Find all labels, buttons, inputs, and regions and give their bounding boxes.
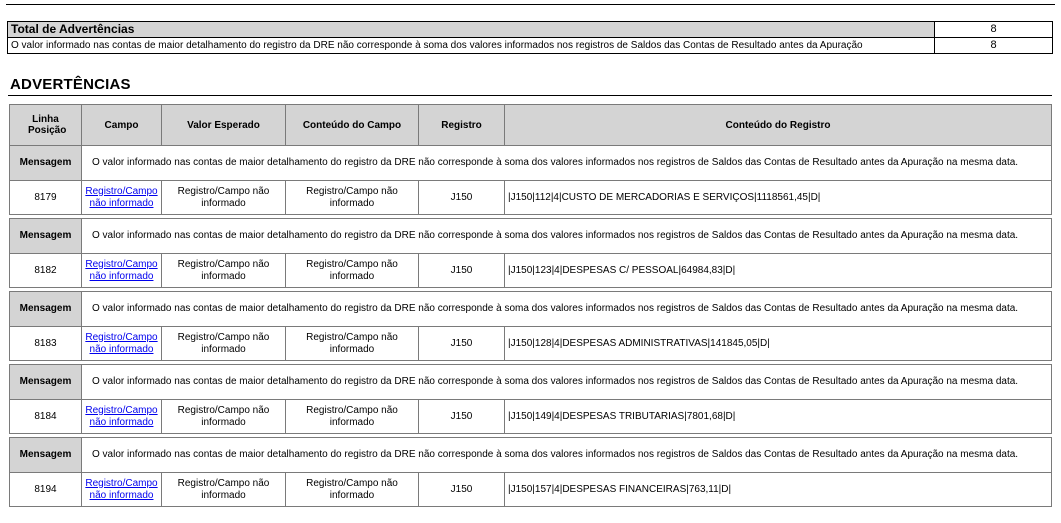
- table-row: [9, 254, 1052, 288]
- campo-link[interactable]: Registro/Campo não informado: [85, 477, 158, 501]
- message-text: O valor informado nas contas de maior detalhamento do registro da DRE não corresponde à soma dos valores informados nos registros de Saldos das Contas de Resultado antes da Apuração na mesma data.: [82, 438, 1052, 473]
- message-text: O valor informado nas contas de maior detalhamento do registro da DRE não corresponde à soma dos valores informados nos registros de Saldos das Contas de Resultado antes da Apuração na mesma data.: [82, 292, 1052, 327]
- summary-row: [8, 38, 1053, 54]
- message-row: [9, 292, 1052, 327]
- message-text: O valor informado nas contas de maior detalhamento do registro da DRE não corresponde à soma dos valores informados nos registros de Saldos das Contas de Resultado antes da Apuração na mesma data.: [82, 219, 1052, 254]
- campo-link[interactable]: Registro/Campo não informado: [85, 331, 158, 355]
- header-campo: Campo: [82, 104, 162, 146]
- message-label: Mensagem: [9, 438, 82, 473]
- conteudo-registro-cell: |J150|128|4|DESPESAS ADMINISTRATIVAS|141845,05|D|: [505, 327, 1052, 361]
- message-label: Mensagem: [9, 219, 82, 254]
- summary-title: Total de Advertências: [8, 22, 935, 38]
- registro-cell: J150: [419, 254, 505, 288]
- section-title: ADVERTÊNCIAS: [10, 76, 131, 93]
- campo-link[interactable]: Registro/Campo não informado: [85, 185, 158, 209]
- message-row: [9, 438, 1052, 473]
- valor-esperado-cell: Registro/Campo não informado: [162, 254, 286, 288]
- header-valor-esperado: Valor Esperado: [162, 104, 286, 146]
- warnings-body: [9, 146, 1052, 507]
- summary-header-row: [8, 22, 1053, 38]
- linha-posicao-cell: 8194: [9, 473, 82, 507]
- warnings-table: [9, 104, 1052, 507]
- conteudo-campo-cell: Registro/Campo não informado: [286, 181, 419, 215]
- message-label: Mensagem: [9, 365, 82, 400]
- table-row: [9, 181, 1052, 215]
- message-label: Mensagem: [9, 146, 82, 181]
- table-row: [9, 473, 1052, 507]
- header-linha-posicao: Linha Posição: [9, 104, 82, 146]
- conteudo-registro-cell: |J150|112|4|CUSTO DE MERCADORIAS E SERVIÇOS|1118561,45|D|: [505, 181, 1052, 215]
- registro-cell: J150: [419, 400, 505, 434]
- section-divider: [8, 95, 1052, 96]
- message-text: O valor informado nas contas de maior detalhamento do registro da DRE não corresponde à soma dos valores informados nos registros de Saldos das Contas de Resultado antes da Apuração na mesma data.: [82, 146, 1052, 181]
- conteudo-registro-cell: |J150|123|4|DESPESAS C/ PESSOAL|64984,83|D|: [505, 254, 1052, 288]
- linha-posicao-cell: 8182: [9, 254, 82, 288]
- valor-esperado-cell: Registro/Campo não informado: [162, 327, 286, 361]
- campo-link[interactable]: Registro/Campo não informado: [85, 258, 158, 282]
- campo-cell: [82, 473, 162, 507]
- table-row: [9, 400, 1052, 434]
- registro-cell: J150: [419, 327, 505, 361]
- campo-cell: [82, 181, 162, 215]
- message-row: [9, 365, 1052, 400]
- message-row: [9, 219, 1052, 254]
- warnings-header-row: [9, 104, 1052, 146]
- conteudo-campo-cell: Registro/Campo não informado: [286, 327, 419, 361]
- table-row: [9, 327, 1052, 361]
- header-conteudo-registro: Conteúdo do Registro: [505, 104, 1052, 146]
- valor-esperado-cell: Registro/Campo não informado: [162, 400, 286, 434]
- summary-row-text: O valor informado nas contas de maior detalhamento do registro da DRE não corresponde à soma dos valores informados nos registros de Saldos das Contas de Resultado antes da Apuração: [8, 38, 935, 54]
- header-conteudo-campo: Conteúdo do Campo: [286, 104, 419, 146]
- summary-total: 8: [935, 22, 1053, 38]
- summary-table: [7, 21, 1053, 54]
- linha-posicao-cell: 8179: [9, 181, 82, 215]
- conteudo-campo-cell: Registro/Campo não informado: [286, 400, 419, 434]
- linha-posicao-cell: 8183: [9, 327, 82, 361]
- conteudo-campo-cell: Registro/Campo não informado: [286, 254, 419, 288]
- campo-cell: [82, 327, 162, 361]
- linha-posicao-cell: 8184: [9, 400, 82, 434]
- conteudo-registro-cell: |J150|157|4|DESPESAS FINANCEIRAS|763,11|D|: [505, 473, 1052, 507]
- conteudo-registro-cell: |J150|149|4|DESPESAS TRIBUTARIAS|7801,68|D|: [505, 400, 1052, 434]
- message-row: [9, 146, 1052, 181]
- campo-cell: [82, 254, 162, 288]
- valor-esperado-cell: Registro/Campo não informado: [162, 473, 286, 507]
- message-text: O valor informado nas contas de maior detalhamento do registro da DRE não corresponde à soma dos valores informados nos registros de Saldos das Contas de Resultado antes da Apuração na mesma data.: [82, 365, 1052, 400]
- summary-row-count: 8: [935, 38, 1053, 54]
- header-registro: Registro: [419, 104, 505, 146]
- campo-cell: [82, 400, 162, 434]
- registro-cell: J150: [419, 473, 505, 507]
- message-label: Mensagem: [9, 292, 82, 327]
- top-divider: [6, 4, 1055, 5]
- valor-esperado-cell: Registro/Campo não informado: [162, 181, 286, 215]
- conteudo-campo-cell: Registro/Campo não informado: [286, 473, 419, 507]
- campo-link[interactable]: Registro/Campo não informado: [85, 404, 158, 428]
- registro-cell: J150: [419, 181, 505, 215]
